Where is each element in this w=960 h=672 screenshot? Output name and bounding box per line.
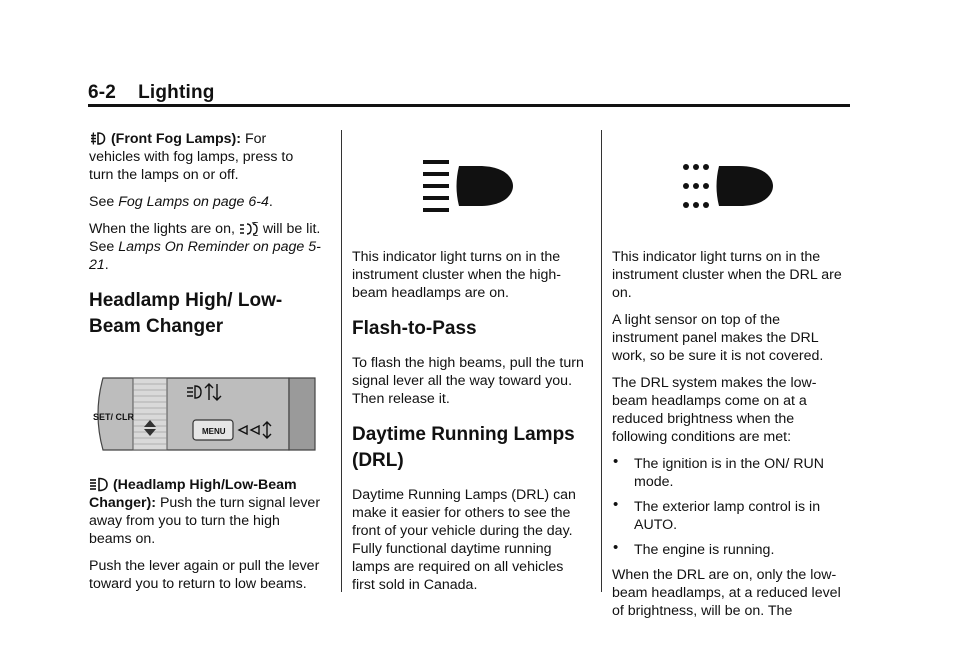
lamps-on-reminder-ref-link[interactable]: Lamps On Reminder on page 5-21 bbox=[89, 239, 321, 273]
see-text: See bbox=[89, 194, 115, 210]
drl-text: Daytime Running Lamps (DRL) can make it easier for others to see the front of your vehicle during the day. Fully functional daytime running lamps are required on all vehicles first sold in Canada. bbox=[352, 487, 576, 593]
drl-indicator-text: This indicator light turns on in the instrument cluster when the DRL are on. bbox=[612, 249, 842, 301]
page-header bbox=[88, 82, 215, 104]
section-title: Lighting bbox=[138, 82, 215, 103]
high-beam-icon bbox=[89, 477, 109, 492]
see-fog-paragraph bbox=[89, 193, 321, 211]
header-rule bbox=[88, 104, 850, 107]
list-item: • The engine is running. bbox=[612, 541, 844, 559]
list-item: • The ignition is in the ON/ RUN mode. bbox=[612, 455, 844, 491]
high-beam-indicator-icon bbox=[423, 160, 513, 212]
fog-lamps-text: For vehicles with fog lamps, press to turn the lamps on or off. bbox=[89, 131, 294, 183]
high-beam-text: Push the turn signal lever away from you to turn the high beams on. bbox=[89, 495, 321, 547]
flash-to-pass-heading: Flash-to-Pass bbox=[352, 318, 477, 339]
menu-button-label: MENU bbox=[202, 427, 226, 436]
fog-lamps-label: (Front Fog Lamps): bbox=[110, 131, 241, 147]
column-2 bbox=[352, 130, 584, 603]
set-clr-label: SET/ CLR bbox=[93, 412, 135, 422]
page-number: 6-2 bbox=[88, 82, 117, 103]
low-beam-paragraph: Push the lever again or pull the lever toward you to return to low beams. bbox=[89, 558, 320, 592]
headlamp-changer-heading: Headlamp High/ Low-Beam Changer bbox=[89, 290, 283, 337]
column-divider bbox=[341, 130, 342, 592]
lights-on-paragraph bbox=[89, 220, 321, 274]
high-beam-indicator-text: This indicator light turns on in the instrument cluster when the high-beam headlamps are on. bbox=[352, 249, 561, 301]
drl-on-text: When the DRL are on, only the low-beam headlamps, at a reduced level of brightness, will be on. The bbox=[612, 567, 841, 619]
high-beam-paragraph bbox=[89, 476, 321, 548]
flash-to-pass-text: To flash the high beams, pull the turn signal lever all the way toward you. Then release it. bbox=[352, 355, 584, 407]
column-1 bbox=[89, 130, 321, 602]
turn-signal-lever-illustration bbox=[89, 374, 317, 454]
drl-heading: Daytime Running Lamps (DRL) bbox=[352, 424, 575, 471]
fog-lamps-ref-link[interactable]: Fog Lamps on page 6-4 bbox=[118, 194, 269, 210]
drl-indicator-icon bbox=[683, 160, 773, 212]
column-3 bbox=[612, 130, 844, 629]
lights-on-text: When the lights are on, bbox=[89, 221, 235, 237]
drl-conditions-text: The DRL system makes the low-beam headlamps come on at a reduced brightness when the following conditions are met: bbox=[612, 375, 817, 445]
fog-lamp-icon bbox=[89, 131, 107, 146]
column-divider bbox=[601, 130, 602, 592]
period: . bbox=[104, 257, 109, 273]
lamps-on-icon bbox=[239, 222, 259, 236]
fog-lamps-paragraph bbox=[89, 130, 321, 184]
high-beam-label: (Headlamp High/Low-Beam Changer): bbox=[89, 477, 297, 511]
lights-on-text-2: will be lit. See bbox=[89, 221, 321, 255]
light-sensor-text: A light sensor on top of the instrument panel makes the DRL work, so be sure it is not covered. bbox=[612, 312, 824, 364]
list-item: • The exterior lamp control is in AUTO. bbox=[612, 498, 844, 534]
period: . bbox=[268, 194, 273, 210]
